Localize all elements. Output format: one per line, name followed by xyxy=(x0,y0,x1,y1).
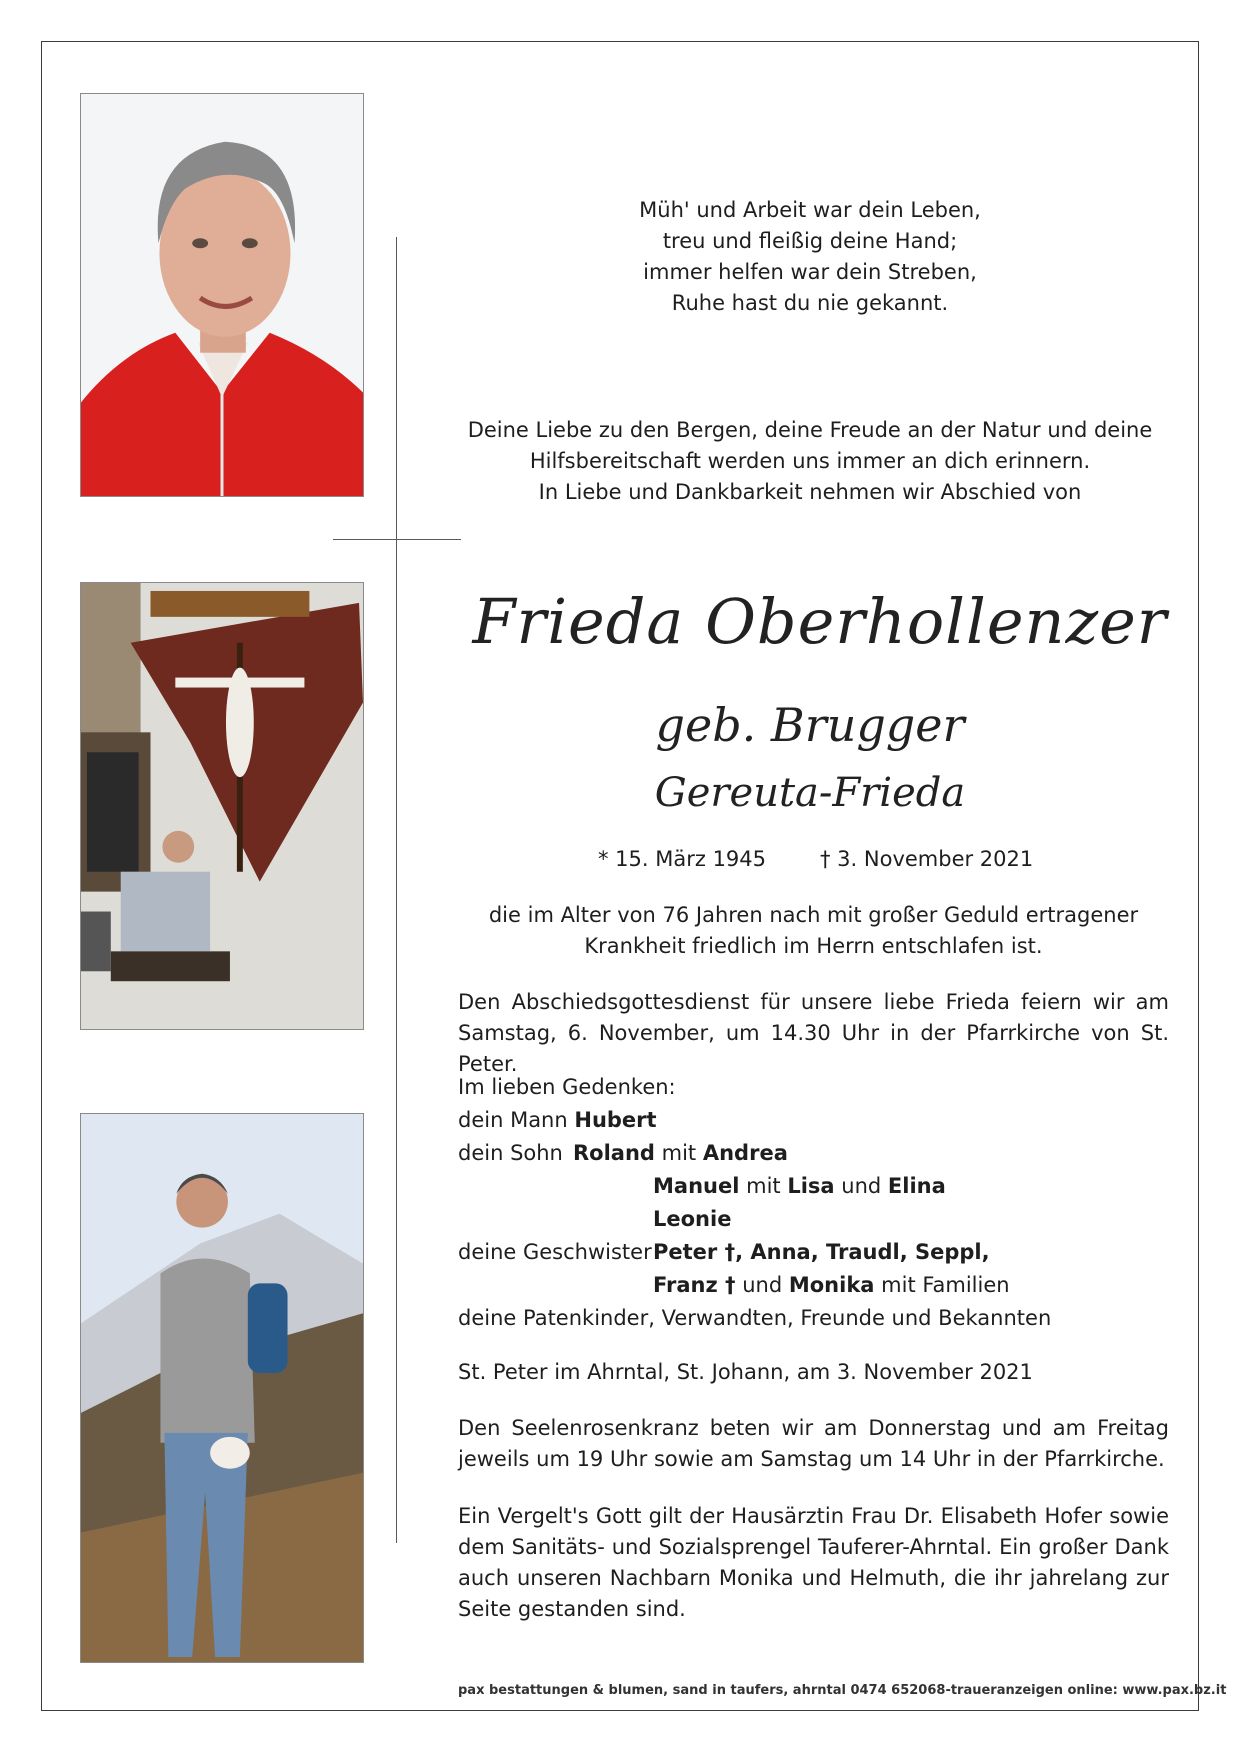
verse-line: Ruhe hast du nie gekannt. xyxy=(671,291,949,315)
intro-text xyxy=(460,415,1160,508)
verse-line: Müh' und Arbeit war dein Leben, xyxy=(639,198,981,222)
cross-horizontal-line xyxy=(333,539,461,540)
rosary-text: Den Seelenrosenkranz beten wir am Donnerstag und am Freitag jeweils um 19 Uhr sowie am Samstag um 14 Uhr in der Pfarrkirche. xyxy=(458,1416,1169,1471)
son-partner: Andrea xyxy=(702,1141,788,1165)
nickname: Gereuta-Frieda xyxy=(654,770,966,816)
birth-date: * 15. März 1945 xyxy=(598,847,767,871)
son-name: Roland xyxy=(573,1141,655,1165)
age-text xyxy=(458,900,1169,962)
memorial-verse xyxy=(460,195,1160,319)
son-label: dein Sohn xyxy=(458,1141,563,1165)
mountain-photo xyxy=(80,1113,364,1663)
sibling-name: Monika xyxy=(788,1273,875,1297)
verse-line: immer helfen war dein Streben, xyxy=(643,260,977,284)
intro-line: Hilfsbereitschaft werden uns immer an dich erinnern. xyxy=(529,449,1091,473)
footer-credit: pax bestattungen & blumen, sand in taufers, ahrntal 0474 652068-traueranzeigen online: www.pax.bz.it xyxy=(458,1683,1227,1698)
husband-label: dein Mann xyxy=(458,1108,568,1132)
with-text: mit xyxy=(746,1174,781,1198)
mourners-list xyxy=(458,1072,1169,1336)
with-text: mit xyxy=(661,1141,697,1165)
intro-line: In Liebe und Dankbarkeit nehmen wir Abschied von xyxy=(538,480,1082,504)
and-text: und xyxy=(742,1273,783,1297)
birth-name: geb. Brugger xyxy=(655,698,965,752)
sibling-name: Franz † xyxy=(653,1273,736,1297)
grandchild-name: Manuel xyxy=(653,1174,740,1198)
great-grandchild: Elina xyxy=(887,1174,946,1198)
cross-vertical-line xyxy=(396,237,397,1543)
siblings-label: deine Geschwister xyxy=(458,1240,652,1264)
husband-name: Hubert xyxy=(574,1108,657,1132)
and-text: und xyxy=(841,1174,882,1198)
grandchild-name: Leonie xyxy=(653,1207,732,1231)
death-date: † 3. November 2021 xyxy=(820,847,1034,871)
siblings-names: Peter †, Anna, Traudl, Seppl, xyxy=(653,1240,990,1264)
thanks-text: Ein Vergelt's Gott gilt der Hausärztin Frau Dr. Elisabeth Hofer sowie dem Sanitäts- und Sozialsprengel Tauferer-Ahrntal. Ein großer Dank auch unseren Nachbarn Monika und Helmuth, die ihr jahrelang zur Seite gestanden sind. xyxy=(458,1504,1169,1621)
portrait-photo xyxy=(80,93,364,497)
age-line: die im Alter von 76 Jahren nach mit großer Geduld ertragener xyxy=(488,903,1139,927)
others-text: deine Patenkinder, Verwandten, Freunde und Bekannten xyxy=(458,1306,1052,1330)
mourners-heading: Im lieben Gedenken: xyxy=(458,1075,676,1099)
deceased-name: Frieda Oberhollenzer xyxy=(472,585,1168,658)
grandchild-partner: Lisa xyxy=(787,1174,835,1198)
families-text: mit Familien xyxy=(881,1273,1010,1297)
verse-line: treu und fleißig deine Hand; xyxy=(662,229,958,253)
intro-line: Deine Liebe zu den Bergen, deine Freude an der Natur und deine xyxy=(467,418,1153,442)
funeral-text: Den Abschiedsgottesdienst für unsere liebe Frieda feiern wir am Samstag, 6. November, um 14.30 Uhr in der Pfarrkirche von St. Peter. xyxy=(458,990,1169,1076)
shrine-photo xyxy=(80,582,364,1030)
age-line: Krankheit friedlich im Herrn entschlafen ist. xyxy=(584,934,1043,958)
place-date: St. Peter im Ahrntal, St. Johann, am 3. November 2021 xyxy=(458,1360,1033,1384)
